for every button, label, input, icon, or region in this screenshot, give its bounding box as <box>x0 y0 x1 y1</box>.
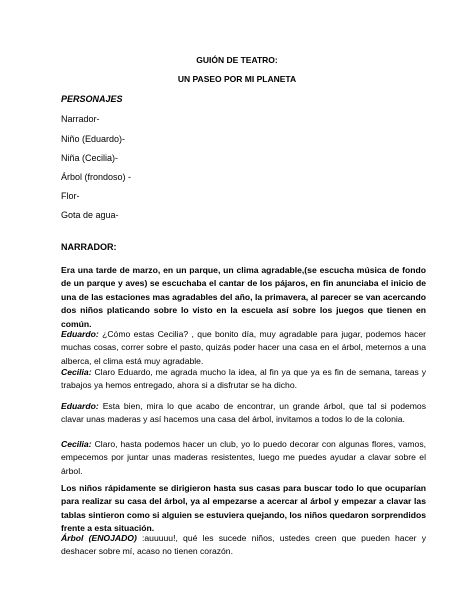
speaker-label: Cecilia: <box>61 367 92 377</box>
dialogue-text: :auuuuu!, qué les sucede niños, ustedes creen que pueden hacer y deshacer sobre mí, acaso no tienen corazón. <box>61 533 426 557</box>
dialogue-cecilia-2 <box>61 438 426 478</box>
personajes-heading: PERSONAJES <box>61 94 123 104</box>
dialogue-arbol <box>61 532 426 559</box>
speaker-label: Eduardo: <box>61 329 99 339</box>
cast-item-gota: Gota de agua- <box>61 210 119 220</box>
script-subtitle: UN PASEO POR MI PLANETA <box>177 74 297 84</box>
script-title: GUIÓN DE TEATRO: <box>196 55 278 65</box>
dialogue-eduardo-1 <box>61 328 426 368</box>
dialogue-text: Claro Eduardo, me agrada mucho la idea, al fin ya que ya es fin de semana, tareas y trabajos ya hemos entregado, ahora si a disfrutar se ha dicho. <box>61 367 426 391</box>
cast-item-flor: Flor- <box>61 191 80 201</box>
narration-paragraph-2: Los niños rápidamente se dirigieron hasta sus casas para buscar todo lo que ocuparían para realizar su casa del árbol, ya al empezarse a acercar al árbol y empezar a clavar las tablas sintieron como si alguien se estuviera quejando, los niños quedaron sorprendidos frente a esta situación. <box>61 483 426 534</box>
speaker-label: Eduardo: <box>61 401 99 411</box>
dialogue-text: Esta bien, mira lo que acabo de encontrar, un grande árbol, que tal si podemos clavar unas maderas y así hacemos una casa del árbol, invitamos a todos lo de la colonia. <box>61 401 426 425</box>
cast-item-nino: Niño (Eduardo)- <box>61 134 126 144</box>
speaker-label: Cecilia: <box>61 439 92 449</box>
cast-item-arbol: Árbol (frondoso) - <box>61 172 132 182</box>
narrador-heading: NARRADOR: <box>61 242 117 252</box>
cast-item-narrador: Narrador- <box>61 114 100 124</box>
dialogue-text: Claro, hasta podemos hacer un club, yo lo puedo decorar con algunas flores, vamos, empecemos por juntar unas maderas resistentes, luego me puedes ayudar a clavar sobre el árbol. <box>61 439 426 476</box>
narration-paragraph-1: Era una tarde de marzo, en un parque, un clima agradable,(se escucha música de fondo de un parque y aves) se escuchaba el cantar de los pájaros, en fin anunciaba el inicio de una de las estaciones mas agradables del año, la primavera, al parecer se van acercando dos niños platicando sobre lo visto en la escuela así sobre los juegos que tienen en común. <box>61 265 426 329</box>
cast-item-nina: Niña (Cecilia)- <box>61 153 119 163</box>
speaker-label: Árbol (ENOJADO) <box>61 533 137 543</box>
dialogue-text: ¿Cómo estas Cecilia? , que bonito día, muy agradable para jugar, podemos hacer muchas cosas, correr sobre el pasto, quizás poder hacer una casa en el árbol, meternos a una alberca, el clima está muy agradable. <box>61 329 426 366</box>
dialogue-eduardo-2 <box>61 400 426 427</box>
dialogue-cecilia-1 <box>61 366 426 393</box>
